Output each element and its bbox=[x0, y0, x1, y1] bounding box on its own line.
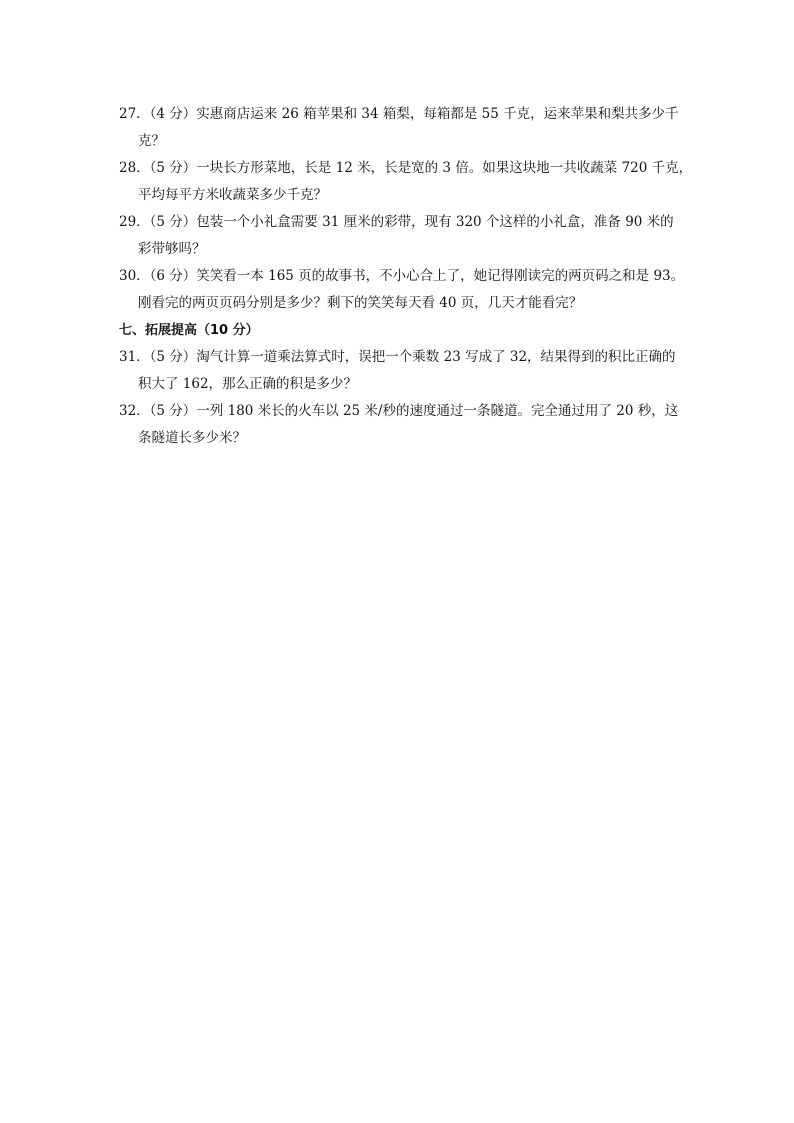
question-29-line-1: 29．（5 分）包装一个小礼盒需要 31 厘米的彩带，现有 320 个这样的小礼盒，准备 90 米的 bbox=[119, 214, 674, 230]
question-27-line-1: 27．（4 分）实惠商店运来 26 箱苹果和 34 箱梨，每箱都是 55 千克，运来苹果和梨共多少千 bbox=[119, 106, 679, 122]
question-31-line-1: 31．（5 分）淘气计算一道乘法算式时，误把一个乘数 23 写成了 32，结果得到的积比正确的 bbox=[119, 349, 676, 365]
question-30-line-1: 30．（6 分）笑笑看一本 165 页的故事书，不小心合上了，她记得刚读完的两页码之和是 93。 bbox=[119, 268, 685, 284]
question-30-line-2: 刚看完的两页页码分别是多少？剩下的笑笑每天看 40 页，几天才能看完？ bbox=[138, 295, 583, 311]
question-28 bbox=[119, 155, 693, 209]
question-28-line-2: 平均每平方米收蔬菜多少千克？ bbox=[138, 187, 327, 203]
page-content bbox=[119, 101, 693, 452]
question-27 bbox=[119, 101, 689, 155]
question-29 bbox=[119, 209, 689, 263]
question-28-line-1: 28．（5 分）一块长方形菜地，长是 12 米，长是宽的 3 倍。如果这块地一共收蔬菜 720 千克， bbox=[119, 160, 693, 176]
question-31 bbox=[119, 344, 689, 398]
question-31-line-2: 积大了 162，那么正确的积是多少？ bbox=[138, 376, 358, 392]
question-27-line-2: 克？ bbox=[138, 133, 165, 149]
question-32-line-1: 32．（5 分）一列 180 米长的火车以 25 米/秒的速度通过一条隧道。完全通过用了 20 秒，这 bbox=[119, 403, 679, 419]
question-30 bbox=[119, 263, 689, 317]
question-29-line-2: 彩带够吗？ bbox=[138, 241, 206, 257]
question-32 bbox=[119, 398, 689, 452]
question-32-line-2: 条隧道长多少米？ bbox=[138, 430, 246, 446]
section-seven-title: 七、拓展提高（10 分） bbox=[119, 323, 259, 338]
